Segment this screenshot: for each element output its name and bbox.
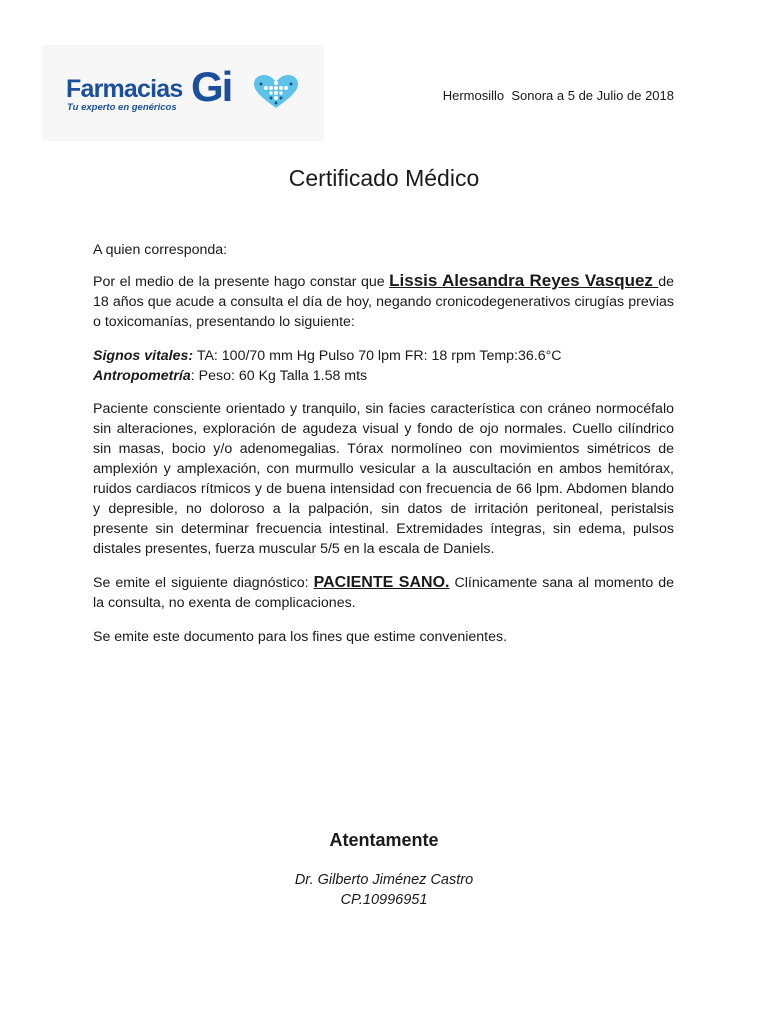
vital-signs-label: Signos vitales: xyxy=(93,348,194,364)
purpose-paragraph: Se emite este documento para los fines que estime convenientes. xyxy=(93,629,508,645)
physical-exam-paragraph: Paciente consciente orientado y tranquilo, sin facies característica con cráneo normocéfalo sin alteraciones, exploración de agudeza visual y fondo de ojo normales. Cuello cilíndrico sin masas, bocio y/o adenomegalias. Tórax normolíneo con movimientos simétricos de amplexión y amplexación, con murmullo vesicular a la auscultación en ambos hemitórax, ruidos cardiacos rítmicos y de buena intensidad con frecuencia de 66 lpm. Abdomen blando y depresible, no doloroso a la palpación, sin datos de irritación peritoneal, peristalsis presente sin determinar frecuencia intestinal. Extremidades íntegras, sin edema, pulsos distales presentes, fuerza muscular 5/5 en la escala de Daniels. xyxy=(93,401,674,557)
patient-name: Lissis Alesandra Reyes Vasquez xyxy=(389,271,659,290)
diagnosis-paragraph xyxy=(93,573,674,613)
anthropometry-line xyxy=(93,366,674,386)
logo-gi-mark: Gi xyxy=(191,63,232,110)
intro-after-name: de 18 años que acude a consulta el día de hoy, negando cronicodegenerativos cirugías previas o toxicomanías, presentando lo siguiente: xyxy=(93,274,674,330)
diagnosis-intro: Se emite el siguiente diagnóstico: xyxy=(93,575,314,591)
logo-tagline: Tu experto en genéricos xyxy=(67,102,177,113)
diagnosis-detail: Clínicamente sana al momento de la consulta, no exenta de complicaciones. xyxy=(93,575,675,611)
vital-signs-line xyxy=(93,346,674,366)
intro-before-name: Por el medio de la presente hago constar que xyxy=(93,274,390,290)
closing: Atentamente xyxy=(329,830,439,850)
professional-license: CP.10996951 xyxy=(340,892,428,908)
intro-paragraph xyxy=(93,271,674,332)
logo-wordmark: Farmacias xyxy=(66,75,183,103)
doctor-name: Dr. Gilberto Jiménez Castro xyxy=(294,872,474,888)
diagnosis-value: PACIENTE SANO. xyxy=(313,574,450,591)
heart-plus-icon xyxy=(252,74,300,110)
greeting: A quien corresponda: xyxy=(93,242,228,258)
vitals-block xyxy=(93,346,674,386)
signature-block xyxy=(0,870,768,910)
anthropometry-label: Antropometría xyxy=(93,368,191,384)
document-title: Certificado Médico xyxy=(288,165,480,191)
date-location: Hermosillo Sonora a 5 de Julio de 2018 xyxy=(442,88,674,103)
certificate-body xyxy=(93,240,674,647)
vital-signs-values: TA: 100/70 mm Hg Pulso 70 lpm FR: 18 rpm Temp:36.6°C xyxy=(193,348,562,364)
anthropometry-values: : Peso: 60 Kg Talla 1.58 mts xyxy=(190,368,368,384)
